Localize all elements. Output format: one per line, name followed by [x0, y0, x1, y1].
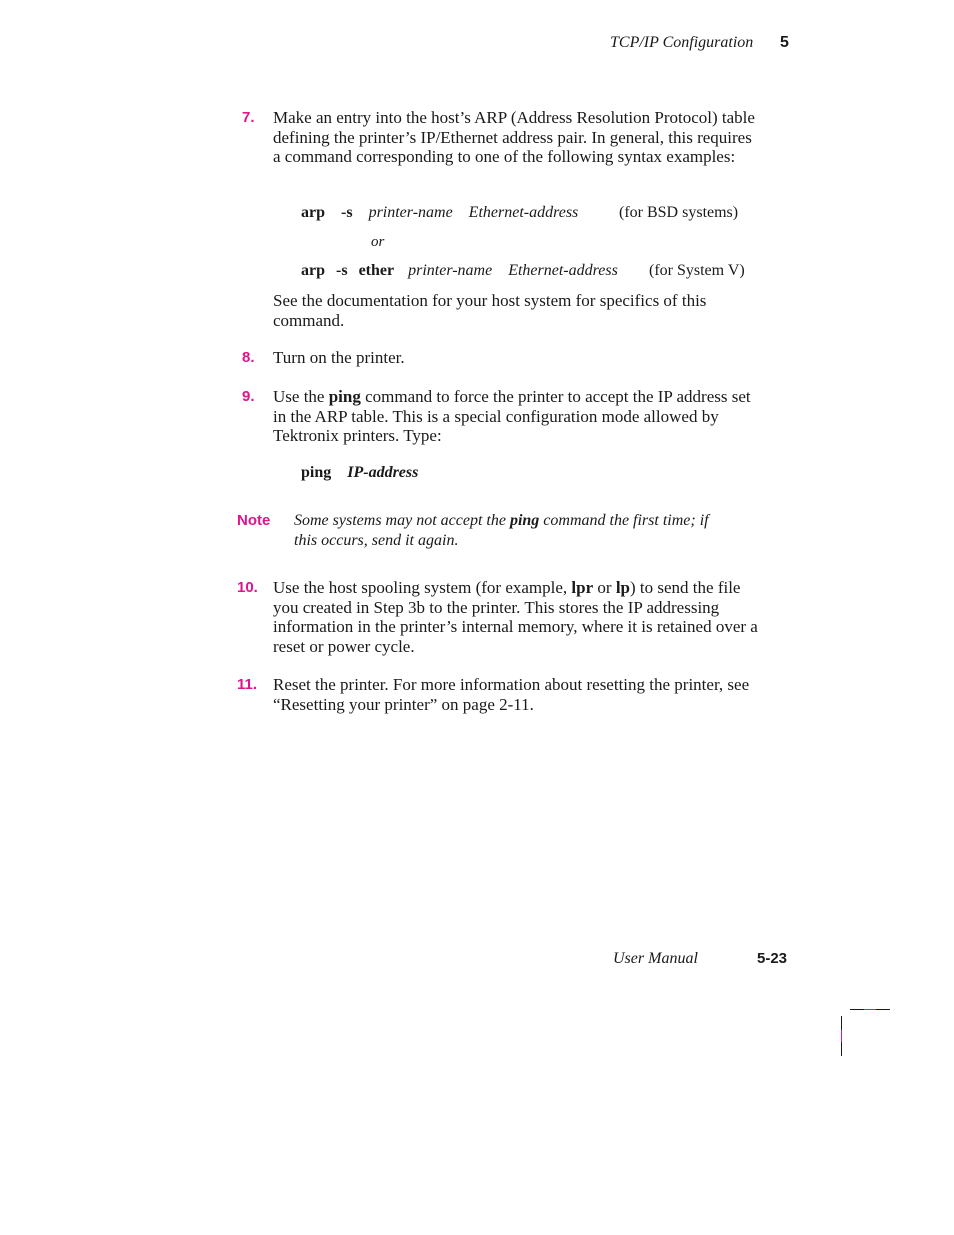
text-run: Some systems may not accept the	[294, 512, 510, 529]
command-arg: IP-address	[347, 464, 419, 481]
step-text: Reset the printer. For more information about resetting the printer, see “Resetting your printer” on page 2-11.	[273, 675, 750, 714]
command-keyword: ping	[328, 387, 361, 406]
footer-manual-title: User Manual	[613, 950, 698, 967]
command-line-systemv	[301, 262, 618, 280]
command-keyword: arp	[301, 262, 325, 279]
command-flag: -s	[341, 204, 353, 221]
command-keyword: ping	[509, 512, 540, 529]
step-text: Make an entry into the host’s ARP (Address Resolution Protocol) table defining the printer’s IP/Ethernet address pair. In general, this requires a command corresponding to one of the following syntax examples:	[273, 108, 755, 167]
text-run: Use the	[273, 387, 329, 406]
command-arg: printer-name	[408, 262, 493, 279]
command-arg: Ethernet-address	[508, 262, 618, 279]
step-text: Turn on the printer.	[273, 348, 405, 367]
step-text	[273, 387, 763, 446]
command-line-bsd	[301, 204, 578, 222]
text-run: Use the host spooling system (for example,	[273, 578, 572, 597]
step-number: 7.	[242, 109, 255, 126]
running-header-title: TCP/IP Configuration	[610, 34, 754, 51]
step-number: 11.	[237, 676, 258, 693]
text-run: command to force the printer to accept the IP address set in the ARP table. This is a special configuration mode allowed by Tektronix printers. Type:	[273, 387, 751, 446]
command-comment: (for System V)	[649, 262, 745, 279]
text-run: or	[593, 578, 616, 597]
note-label: Note	[237, 512, 271, 529]
step-number: 10.	[237, 579, 258, 596]
or-separator: or	[371, 234, 385, 250]
text-run: command the first time; if this occurs, send it again.	[294, 512, 709, 549]
command-keyword: ether	[358, 262, 395, 279]
text-run: ) to send the file you created in Step 3b to the printer. This stores the IP addressing information in the printer’s internal memory, where it is retained over a reset or power cycle.	[273, 578, 758, 656]
command-arg: Ethernet-address	[468, 204, 579, 221]
crop-mark-accent	[841, 1030, 842, 1042]
step-text	[273, 578, 763, 656]
command-arg: printer-name	[368, 204, 453, 221]
crop-mark-accent	[864, 1009, 876, 1010]
step-number: 9.	[242, 388, 255, 405]
note-text	[294, 511, 734, 551]
command-flag: -s	[336, 262, 348, 279]
command-keyword: lpr	[571, 578, 594, 597]
command-line-ping	[301, 464, 418, 482]
page-number: 5-23	[757, 950, 788, 967]
command-keyword: lp	[615, 578, 630, 597]
step-followup-text: See the documentation for your host system for specifics of this command.	[273, 291, 707, 330]
command-comment: (for BSD systems)	[619, 204, 739, 221]
command-keyword: arp	[301, 204, 325, 221]
chapter-number: 5	[780, 34, 789, 51]
command-keyword: ping	[301, 464, 332, 481]
step-number: 8.	[242, 349, 255, 366]
